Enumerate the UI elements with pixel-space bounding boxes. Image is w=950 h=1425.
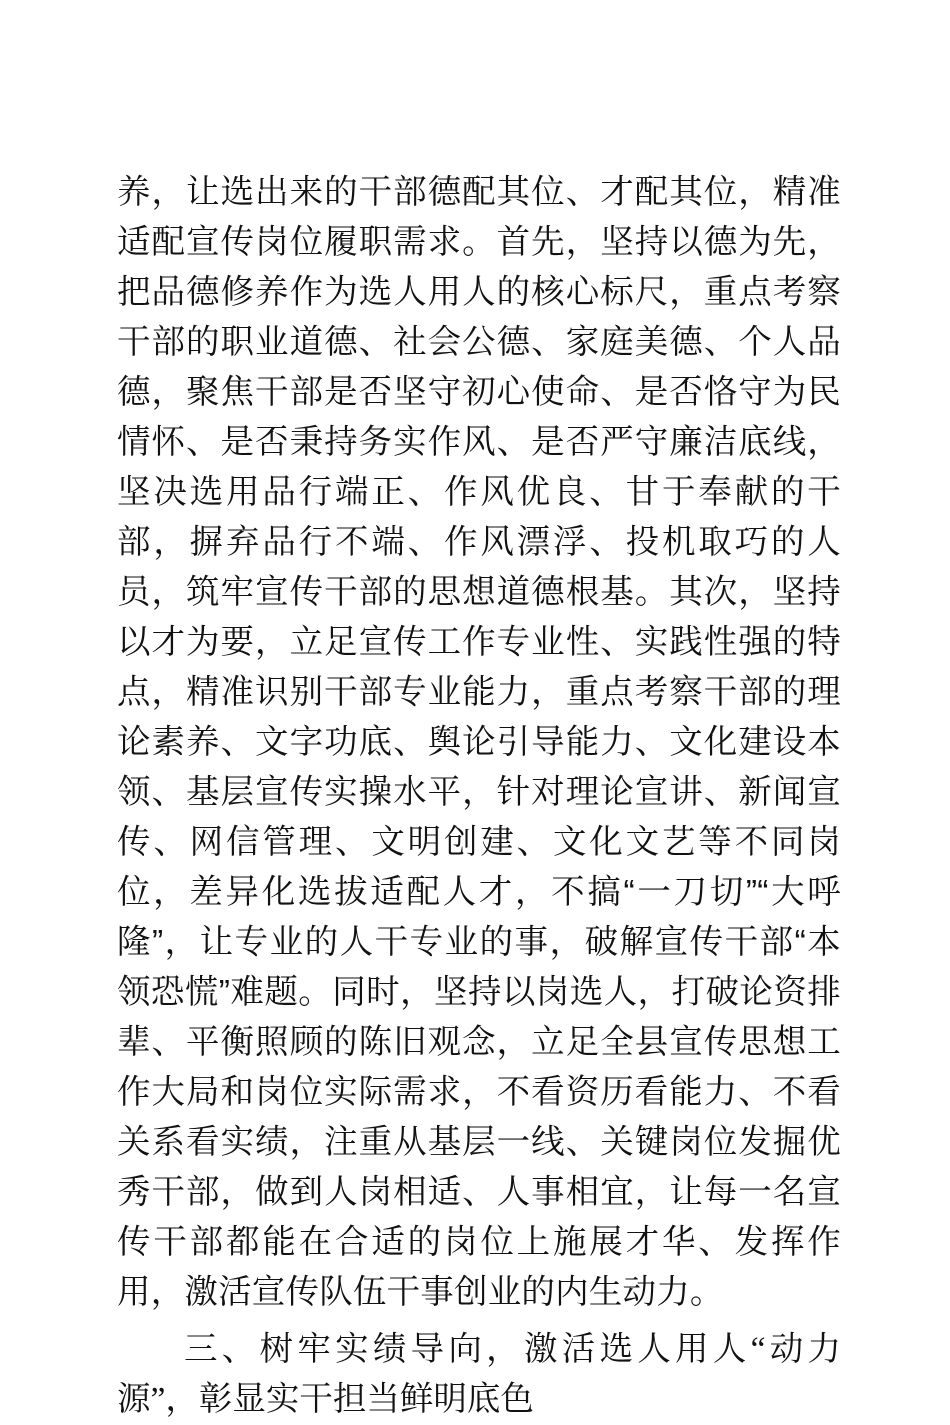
section-heading-three: 三、树牢实绩导向，激活选人用人“动力源”，彰显实干担当鲜明底色 [117, 1331, 841, 1418]
body-paragraph: 养，让选出来的干部德配其位、才配其位，精准适配宣传岗位履职需求。首先，坚持以德为先，把品德修养作为选人用人的核心标尺，重点考察干部的职业道德、社会公德、家庭美德、个人品德，聚焦干部是否坚守初心使命、是否恪守为民情怀、是否秉持务实作风、是否严守廉洁底线，坚决选用品行端正、作风优良、甘于奉献的干部，摒弃品行不端、作风漂浮、投机取巧的人员，筑牢宣传干部的思想道德根基。其次，坚持以才为要，立足宣传工作专业性、实践性强的特点，精准识别干部专业能力，重点考察干部的理论素养、文字功底、舆论引导能力、文化建设本领、基层宣传实操水平，针对理论宣讲、新闻宣传、网信管理、文明创建、文化文艺等不同岗位，差异化选拔适配人才，不搞“一刀切”“大呼隆”，让专业的人干专业的事，破解宣传干部“本领恐慌”难题。同时，坚持以岗选人，打破论资排辈、平衡照顾的陈旧观念，立足全县宣传思想工作大局和岗位实际需求，不看资历看能力、不看关系看实绩，注重从基层一线、关键岗位发掘优秀干部，做到人岗相适、人事相宜，让每一名宣传干部都能在合适的岗位上施展才华、发挥作用，激活宣传队伍干事创业的内生动力。 [117, 174, 841, 1311]
page-content [117, 168, 841, 1425]
